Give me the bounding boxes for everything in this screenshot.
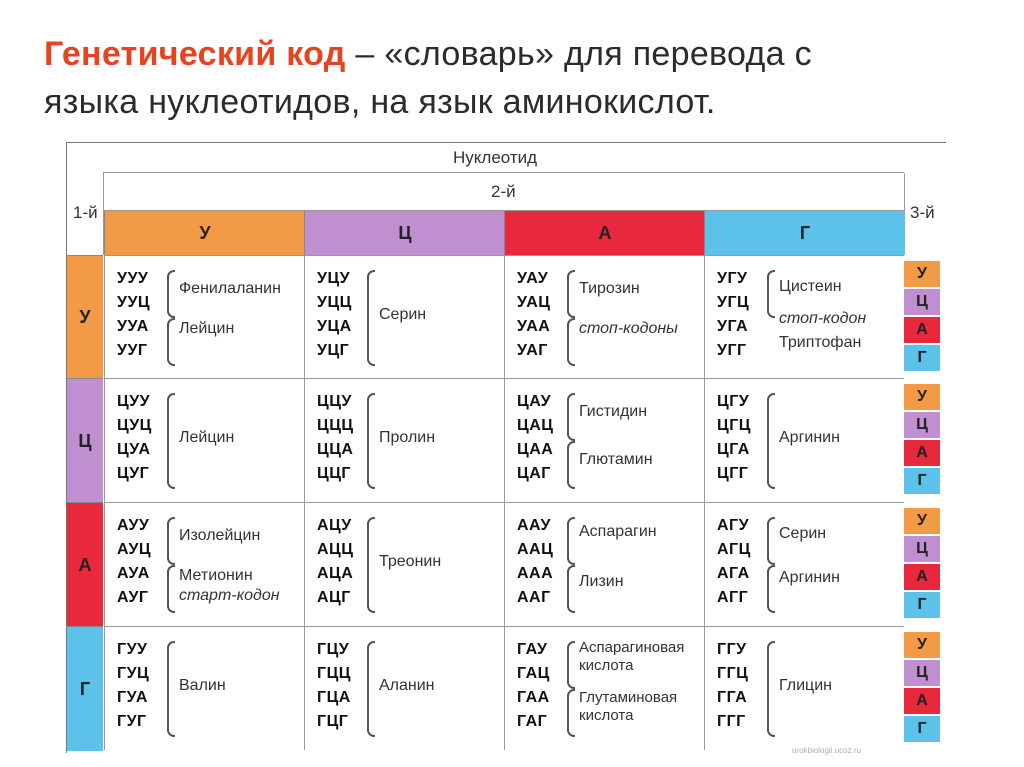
codon: ЦУА [117, 441, 151, 458]
codon: УАА [517, 318, 551, 335]
codon-cell-ua [504, 255, 704, 379]
codon-bracket [167, 565, 175, 613]
codon-cell-uc [304, 255, 504, 379]
third-base-g-g: Г [904, 716, 940, 742]
row-header-c: Ц [67, 378, 103, 503]
row-header-u: У [67, 255, 103, 379]
amino-acid-label: стоп-кодоны [579, 320, 678, 337]
codon: ААА [517, 565, 554, 582]
amino-acid-label: Аланин [379, 677, 435, 694]
codon-cell-cg [704, 378, 904, 502]
codon: АУЦ [117, 541, 152, 558]
title-rest: – «словарь» для перевода с [345, 35, 812, 73]
codon-bracket [567, 689, 575, 737]
codon-bracket [567, 393, 575, 441]
codon-cell-ag [704, 502, 904, 626]
codon: ЦГГ [717, 465, 749, 482]
codon-cell-ug [704, 255, 904, 379]
codon: ЦАУ [517, 393, 552, 410]
codon: АГГ [717, 589, 749, 606]
codon-bracket [567, 441, 575, 489]
codon: ЦЦУ [317, 393, 352, 410]
codon-bracket [367, 517, 375, 613]
third-base-a-c: Ц [904, 536, 940, 562]
codon: ГАУ [517, 641, 548, 658]
codon-cell-uu [104, 255, 304, 379]
codon: ЦЦЦ [317, 417, 354, 434]
third-base-a-a: А [904, 564, 940, 590]
codon-cell-gg [704, 626, 904, 750]
codon: ЦГЦ [717, 417, 751, 434]
col-header-g: Г [704, 211, 905, 255]
third-base-c-c: Ц [904, 412, 940, 438]
codon-bracket [567, 318, 575, 366]
amino-acid-label: Серин [379, 306, 427, 323]
codon: ГГА [717, 689, 748, 706]
amino-acid-label: кислота [579, 657, 634, 674]
codon-cell-cu [104, 378, 304, 502]
codon: УАГ [517, 342, 548, 359]
amino-acid-label: Лейцин [179, 429, 235, 446]
row-header-a: А [67, 502, 103, 627]
amino-acid-label: старт-кодон [179, 587, 280, 604]
codon: УЦУ [317, 270, 351, 287]
codon: УГУ [717, 270, 748, 287]
codon: ГГГ [717, 713, 746, 730]
codon-bracket [567, 270, 575, 318]
codon-cell-cc [304, 378, 504, 502]
codon: ГЦЦ [317, 665, 351, 682]
codon-cell-gc [304, 626, 504, 750]
codon: АУГ [117, 589, 149, 606]
codon: АГУ [717, 517, 750, 534]
codon: АЦУ [317, 517, 352, 534]
codon-cell-ac [304, 502, 504, 626]
third-base-g-u: У [904, 632, 940, 658]
codon: ЦУЦ [117, 417, 152, 434]
codon: ГАГ [517, 713, 548, 730]
amino-acid-label: Треонин [379, 553, 442, 570]
amino-acid-label: Тирозин [579, 280, 640, 297]
codon-bracket [567, 517, 575, 565]
codon: ГУЦ [117, 665, 150, 682]
amino-acid-label: Цистеин [779, 278, 842, 295]
codon: ГГЦ [717, 665, 749, 682]
amino-acid-label: Серин [779, 525, 827, 542]
codon-bracket [767, 565, 775, 613]
amino-acid-label: Фенилаланин [179, 280, 281, 297]
codon: УЦА [317, 318, 352, 335]
col-header-a: А [504, 211, 705, 255]
amino-acid-label: Аспарагиновая [579, 639, 685, 656]
codon: ГЦГ [317, 713, 349, 730]
third-base-a-u: У [904, 508, 940, 534]
codon: ГУА [117, 689, 148, 706]
codon: УАУ [517, 270, 549, 287]
third-base-a-g: Г [904, 592, 940, 618]
codon: ААГ [517, 589, 551, 606]
codon: ГЦУ [317, 641, 350, 658]
codon-bracket [367, 641, 375, 737]
slide-title [44, 30, 1004, 126]
codon: ЦГУ [717, 393, 750, 410]
codon: АГЦ [717, 541, 751, 558]
amino-acid-label: Глютамин [579, 451, 653, 468]
third-base-u-a: А [904, 317, 940, 343]
amino-acid-label: Валин [179, 677, 226, 694]
codon: УЦЦ [317, 294, 352, 311]
codon: ГГУ [717, 641, 747, 658]
codon: АЦЦ [317, 541, 354, 558]
codon-bracket [767, 393, 775, 489]
amino-acid-label: Глутаминовая [579, 689, 678, 706]
codon: АУУ [117, 517, 150, 534]
codon: ЦУУ [117, 393, 151, 410]
codon: УГА [717, 318, 749, 335]
codon-bracket [367, 393, 375, 489]
third-base-c-a: А [904, 440, 940, 466]
codon: УЦГ [317, 342, 350, 359]
amino-acid-label: Аспарагин [579, 523, 657, 540]
col-header-u: У [104, 211, 305, 255]
codon: ГАЦ [517, 665, 550, 682]
codon: ГУГ [117, 713, 147, 730]
codon: АЦА [317, 565, 354, 582]
codon-bracket [567, 641, 575, 689]
amino-acid-label: Аргинин [779, 429, 840, 446]
nucleotide-header: Нуклеотид [453, 148, 538, 167]
third-base-u-g: Г [904, 345, 940, 371]
codon: ГАА [517, 689, 550, 706]
genetic-code-table [66, 142, 946, 753]
codon-bracket [167, 393, 175, 489]
amino-acid-label: стоп-кодон [779, 310, 867, 327]
codon: УАЦ [517, 294, 551, 311]
codon: УГЦ [717, 294, 750, 311]
amino-acid-label: Триптофан [779, 334, 862, 351]
row-header-g: Г [67, 626, 103, 751]
amino-acid-label: Метионин [179, 567, 253, 584]
codon: ЦГА [717, 441, 750, 458]
codon-cell-ga [504, 626, 704, 750]
codon-cell-ca [504, 378, 704, 502]
amino-acid-label: Лейцин [179, 320, 235, 337]
codon: ААУ [517, 517, 551, 534]
codon: ЦЦГ [317, 465, 351, 482]
third-base-c-u: У [904, 384, 940, 410]
third-base-c-g: Г [904, 468, 940, 494]
codon: ЦАА [517, 441, 554, 458]
codon: ЦАЦ [517, 417, 554, 434]
codon-bracket [167, 270, 175, 318]
amino-acid-label: Изолейцин [179, 527, 261, 544]
second-header: 2-й [491, 182, 516, 201]
codon-bracket [767, 270, 775, 318]
title-highlight: Генетический код [44, 35, 346, 73]
codon-bracket [167, 517, 175, 565]
codon-bracket [567, 565, 575, 613]
codon-bracket [167, 641, 175, 737]
codon-bracket [167, 318, 175, 366]
third-base-u-u: У [904, 261, 940, 287]
codon: АГА [717, 565, 750, 582]
third-base-g-c: Ц [904, 660, 940, 686]
amino-acid-label: Пролин [379, 429, 436, 446]
codon: ЦУГ [117, 465, 150, 482]
amino-acid-label: Гистидин [579, 403, 648, 420]
third-base-u-c: Ц [904, 289, 940, 315]
codon-cell-au [104, 502, 304, 626]
codon: УУЦ [117, 294, 151, 311]
codon-cell-aa [504, 502, 704, 626]
codon: УУГ [117, 342, 148, 359]
watermark: urokbiologii.ucoz.ru [792, 746, 861, 755]
col-header-c: Ц [304, 211, 505, 255]
amino-acid-label: Глицин [779, 677, 832, 694]
third-header: 3-й [910, 203, 935, 222]
amino-acid-label: кислота [579, 707, 634, 724]
codon-bracket [767, 641, 775, 737]
codon: УГГ [717, 342, 747, 359]
codon-bracket [767, 517, 775, 565]
codon: ЦАГ [517, 465, 551, 482]
codon: УУУ [117, 270, 149, 287]
title-line-2: языка нуклеотидов, на язык аминокислот. [44, 83, 716, 121]
amino-acid-label: Аргинин [779, 569, 840, 586]
codon-cell-gu [104, 626, 304, 750]
codon: УУА [117, 318, 149, 335]
codon: ААЦ [517, 541, 554, 558]
first-header: 1-й [73, 203, 98, 222]
codon: ГЦА [317, 689, 351, 706]
codon: ЦЦА [317, 441, 354, 458]
codon-bracket [367, 270, 375, 366]
codon: АУА [117, 565, 150, 582]
amino-acid-label: Лизин [579, 573, 624, 590]
third-base-g-a: А [904, 688, 940, 714]
codon: ГУУ [117, 641, 148, 658]
codon: АЦГ [317, 589, 351, 606]
